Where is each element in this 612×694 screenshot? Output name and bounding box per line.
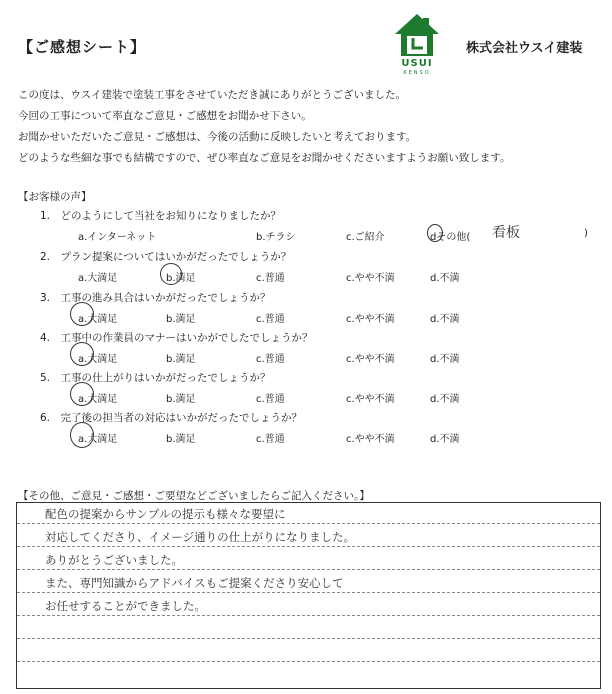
q6-selected-circle	[70, 422, 94, 448]
q3-option-d: d.不満	[430, 314, 460, 325]
q2-option-b: b.満足	[166, 273, 196, 284]
q3-option-a: a.大満足	[78, 314, 118, 325]
q1-option-b: b.チラシ	[256, 232, 296, 243]
question-4: 4. 工事中の作業員のマナーはいかがでしたでしょうか？	[40, 332, 313, 344]
intro-line-4: どのような些細な事でも結構ですので、ぜひ率直なご意見をお聞かせくださいますようお願い致します。	[18, 152, 511, 164]
logo-text: USUI	[401, 58, 433, 69]
q3-option-b: b.満足	[166, 314, 196, 325]
q5-selected-circle	[70, 382, 94, 406]
q1-option-a: a.インターネット	[78, 232, 157, 243]
intro-line-3: お聞かせいただいたご意見・ご感想は、今後の活動に反映したいと考えております。	[18, 131, 417, 143]
q3-option-c: c.普通	[256, 314, 285, 325]
q1-option-close: )	[584, 228, 588, 239]
q3-selected-circle	[70, 302, 94, 326]
q5-option-c2: c.やや不満	[346, 394, 395, 405]
ruled-line	[17, 615, 600, 616]
q6-option-a: a.大満足	[78, 434, 118, 445]
q5-option-c: c.普通	[256, 394, 285, 405]
q2-selected-circle	[160, 263, 182, 285]
q3-option-c2: c.やや不満	[346, 314, 395, 325]
q5-option-a: a.大満足	[78, 394, 118, 405]
q6-option-b: b.満足	[166, 434, 196, 445]
question-5: 5. 工事の仕上がりはいかがだったでしょうか？	[40, 372, 271, 384]
ruled-line	[17, 569, 600, 570]
q2-option-d: d.不満	[430, 273, 460, 284]
q2-option-c: c.普通	[256, 273, 285, 284]
question-2: 2. プラン提案についてはいかがだったでしょうか？	[40, 251, 292, 263]
intro-line-1: この度は、ウスイ建装で塗装工事をさせていただき誠にありがとうございました。	[18, 89, 406, 101]
comment-line-2: 対応してくださり、イメージ通りの仕上がりになりました。	[45, 530, 356, 544]
q6-option-c2: c.やや不満	[346, 434, 395, 445]
ruled-line	[17, 661, 600, 662]
comment-line-4: また、専門知識からアドバイスもご提案くださり安心して	[45, 576, 344, 590]
q4-option-c: c.普通	[256, 354, 285, 365]
comments-box	[16, 502, 601, 689]
intro-line-2: 今回の工事について率直なご意見・ご感想をお聞かせ下さい。	[18, 110, 312, 122]
question-3: 3. 工事の進み具合はいかがだったでしょうか？	[40, 292, 271, 304]
question-1: 1. どのようにして当社をお知りになりましたか？	[40, 210, 282, 222]
company-name: 株式会社ウスイ建装	[466, 41, 583, 56]
q1-option-c: c.ご紹介	[346, 232, 385, 243]
q2-option-a: a.大満足	[78, 273, 118, 284]
q6-option-d: d.不満	[430, 434, 460, 445]
house-logo-icon	[391, 12, 443, 60]
company-logo	[391, 12, 443, 78]
sheet-title: 【ご感想シート】	[18, 38, 147, 56]
ruled-line	[17, 638, 600, 639]
ruled-line	[17, 592, 600, 593]
q5-option-b: b.満足	[166, 394, 196, 405]
q1-selected-circle	[427, 224, 443, 242]
q2-option-c2: c.やや不満	[346, 273, 395, 284]
section-title: 【お客様の声】	[18, 191, 92, 203]
comment-line-5: お任せすることができました。	[45, 599, 206, 613]
comment-line-3: ありがとうございました。	[45, 553, 183, 567]
q4-selected-circle	[70, 342, 94, 366]
ruled-line	[17, 546, 600, 547]
q4-option-d: d.不満	[430, 354, 460, 365]
q1-other-answer: 看板	[492, 225, 520, 241]
question-6: 6. 完了後の担当者の対応はいかがだったでしょうか？	[40, 412, 303, 424]
comment-line-1: 配色の提案からサンプルの提示も様々な要望に	[45, 507, 286, 521]
q6-option-c: c.普通	[256, 434, 285, 445]
q4-option-a: a.大満足	[78, 354, 118, 365]
q4-option-c2: c.やや不満	[346, 354, 395, 365]
q4-option-b: b.満足	[166, 354, 196, 365]
logo-subtext: KENSO	[403, 70, 431, 76]
ruled-line	[17, 523, 600, 524]
q5-option-d: d.不満	[430, 394, 460, 405]
comments-title: 【その他、ご意見・ご感想・ご要望などございましたらご記入ください。】	[18, 490, 370, 502]
q1-option-d: dその他(	[430, 232, 471, 243]
